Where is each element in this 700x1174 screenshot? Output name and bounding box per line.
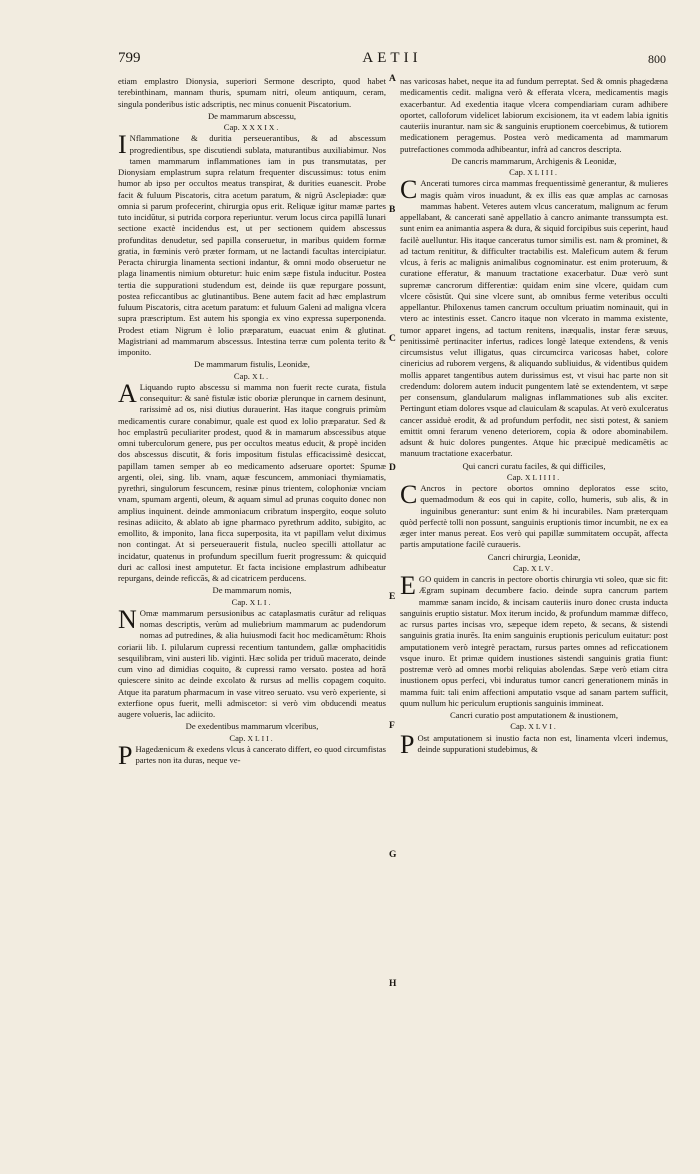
paragraph (400, 571, 668, 709)
chapter-numeral: XLII. (247, 733, 275, 743)
paragraph (400, 175, 669, 459)
right-column (400, 76, 669, 759)
page-number-left: 799 (118, 50, 141, 66)
drop-cap: E (400, 571, 416, 600)
paragraph-text: Ancerati tumores circa mammas frequentissimè generantur, & mulieres magis quàm viros inuadunt, & ex illis eas quæ amplas ac carnosas mammas habent. Veteres autem vlcus canceratum, malignum ac ferum appellabant, & cancerati sanè appellatio à cancro animante transsumpta est. sunt enim ea animantia aspera & dura, & siquid forcipibus suis ceperint, haud facilè auelluntur. His itaque canceratus tumor similis est. nam & prominet, & ad tactum renititur, & difficulter tractabilis est. Maleficum autem & ferum vlcus, à feris ac malignis animalibus cognominatur. est enim proteruum, & curatione efferatur, & manuum tractatione exacerbatur. Duæ verò sunt supremæ cancrorum differentiæ: quidam enim sine vlcere, quidam cum vlcere cōsistūt. Qui sine vlcere sunt, ab omnibus ferme veteribus occulti appellantur. Philoxenus tamen cancrum occultum priuatim nominauit, qui in vtero ac intestinis esset. Cancro itaque non vlcerato in mamma existente, tumor apparet ingens, ad tactum renitens, inæqualis, instar feræ sæuus, penitissimè pertinaciter infertus, radices longè lateque extendens, & venis circumsistus velut illigatus, quas circumcirca varicosas habet, colore cinericius ad ruborem vergens, & aliquando subliuidus, & videntibus quidem mollis apparet tangentibus autem durissimus est, vt visui hac parte non sit credendum: dolorem autem inducit pungentem latè se extendentem, vt sæpe per consensum, glandularum malignas inflammationes sub alis exciter. Pertingunt etiam dolores vsque ad clauiculam & scapulas. At verò exulceratus cancer assiduè erodit, & ad profundum perfodit, nec sisti potest, & saniem emittit omni ferarum veneno deteriorem, copia & odore abominabilem. adsunt & huic dolores pungentes. Atque hic præcipuè medicamētis ac manuum tractatione exacerbatur. (400, 178, 669, 459)
chapter-heading: De cancris mammarum, Archigenis & Leonidæ, (451, 155, 617, 166)
chapter-number (400, 472, 668, 483)
chapter-heading: De mammarum nomis, (212, 585, 292, 596)
chapter-heading: De mammarum abscessu, (207, 110, 297, 121)
chapter-numeral: XLV. (531, 563, 555, 573)
drop-cap: P (400, 729, 415, 759)
chapter-number (400, 721, 668, 732)
drop-cap: C (400, 175, 418, 205)
chapter-number (400, 167, 668, 178)
drop-cap: I (118, 130, 127, 160)
chapter-numeral: XL. (252, 371, 271, 381)
chapter-label: Cap. (509, 167, 526, 177)
margin-letter-h: H (389, 979, 397, 989)
chapter-heading: De mammarum fistulis, Leonidæ, (194, 359, 310, 370)
chapter-numeral: XLIII. (527, 168, 559, 177)
chapter-heading: Qui cancri curatu faciles, & qui difficiles, (462, 460, 606, 471)
running-header (118, 50, 666, 74)
chapter-heading: Cancri chirurgia, Leonidæ, (487, 551, 581, 562)
chapter-numeral: XLVI. (528, 722, 558, 732)
margin-letter-a: A (389, 74, 396, 84)
margin-letter-f: F (389, 721, 395, 731)
chapter-heading: De exedentibus mammarum vlceribus, (185, 721, 319, 732)
drop-cap: N (118, 604, 137, 634)
paragraph (400, 76, 668, 155)
margin-letter-d: D (389, 463, 396, 473)
chapter-label: Cap. (231, 596, 248, 607)
left-column (118, 76, 386, 770)
running-title: AETII (362, 50, 422, 66)
drop-cap: P (118, 740, 133, 770)
chapter-number (118, 733, 386, 744)
margin-letter-c: C (389, 334, 396, 344)
page-number-right: 800 (648, 52, 666, 66)
paragraph (118, 378, 386, 585)
chapter-number (118, 597, 386, 608)
chapter-label: Cap. (223, 122, 240, 132)
paragraph-text: nas varicosas habet, neque ita ad fundum perreptat. Sed & omnis phagedæna medicamentis cedit. maligna verò & efferata vlcera, medicamentis magis exacerbantur. Ad exedentia itaque vlcera compendiariam curam adhibere oportet, calloforum videlicet labiorum excisionem, ita vt eadem labia ignitis cauteriis inurantur. nam sic & sanguinis eruptionem coercebimus, & tutiorem medicationem peragemus. Postea verò medicamenta ad mammarum putrefactiones commoda adhibeantur, infrà ad cancros descripta. (400, 76, 668, 154)
chapter-heading: Cancri curatio post amputationem & inustionem, (449, 710, 619, 720)
chapter-numeral: XLI. (249, 597, 273, 607)
chapter-number (118, 371, 386, 382)
chapter-number (118, 122, 386, 133)
paragraph-text: GO quidem in cancris in pectore obortis chirurgia vti soleo, quæ sic fit: Ægram supinam decumbere facio. deinde supra cancrum partem mammæ sanam incido, & incisam cauteriis inuro donec crusta inducta sanguinis eruptio sistatur. Mox iterum incido, & profundum mammæ diffeco, ac rursus partes incisas vro, sæpeque idem repeto, & secans, & sistendi sanguinis gratia inurēs. Ita enim sanguinis eruptionis periculum euitatur: post amputationem verò integrè peractam, rursus partes omnes ad reficcationem vsque inuro. Et primæ quidem inustiones sistendi sanguinis gratia fiunt: postremæ verò ad omnes morbi reliquias abolendas. Sæpe verò etiam citra inustionem opus perfeci, vbi induratus tumor cancri generationem minās in mamma fuit: tali enim affectioni amputatio vsque ad sanam partem sufficit, quum nullum hic periculum eruptionis sanguinis immineat. (400, 574, 668, 708)
drop-cap: C (400, 480, 418, 509)
chapter-label: Cap. (233, 370, 250, 381)
margin-letter-b: B (389, 205, 396, 215)
chapter-numeral: XLIIII. (525, 472, 562, 482)
paragraph-text: Liquando rupto abscessu si mamma non fuerit recte curata, fistula consequitur: & sanè fistulæ istic oboriæ plerunque in carnem desinunt, rarissimè ad os, nisi diutius durauerint. Has itaque congruis primùm medicamentis curare conabimur, quale est quod ex lolio præparatur. Sed & hoc emplastrū peculiariter prodest, quod & in mamarum abscessibus atque omni tuberculorum genere, pus per occultos meatus educit, & propè inciden dos abscessus discutit, & foris impositum fistulas efficacissimè desiccat, papillam tamen semper ab eo medicamento adseruare oportet: Spumæ argenti, olei, sing. lib. vnam, aquæ fescuncem, ammoniaci thymiamatis, pyrethri, singulorum fescuncem, resinæ pinus trientem, colophoniæ vnciam vnam, spumam argenti, oleum, & aquam simul ad prunas coquito donec non amplius inquinent. deinde ammoniacum cribratum inspergito, eoque soluto resinas adiicito, & ablato ab igne pharmaco pyrethrum addito, subigito, ac emollito, & imponito, lana ficca superposita, ita vt papillam velut diximus non contingat. At si perseuerauerit fistula, nucleo specilli attollatur ac incidatur, quatenus in profundum specillum fuerit progressum: & quicquid duri ac callosi inest amputetur. Et facta incisione emplastrum adhibeatur repurgans, deinde reficcās, & ad cicatricem perducens. (118, 381, 386, 583)
paragraph-text: Omæ mammarum persusionibus ac cataplasmatis curātur ad reliquas nomas descriptis, verùm ad muliebrium mammarum ac pudendorum nomas ad putredines, & alia huiusmodi facit hoc medicamētum: Rhois coriarii lib. I. pilularum cupressi recentium tantundem, gallæ omphacitidis sesquilibram, vini austeri lib. viginti. Hæc solida per triduū macerato, deinde cum vino ad dimidias coquito, & cupressi ramo versato. postea ad horā quiescere sinito ac deinde excolato & rursus ad mellis copagem coquito. Atque ita paratum pharmacum in vase vitreo seruato. vsu verò experiente, si exterfione opus fuerit, melli admiscetor: si verò vim obducendi meatus augere volueris, lac adiicito. (118, 607, 386, 719)
drop-cap: A (118, 378, 137, 408)
paragraph-text: Ost amputationem si inustio facta non est, linamenta vlceri indemus, deinde suppurationi studebimus, & (417, 732, 668, 754)
margin-letter-e: E (389, 592, 396, 602)
paragraph (400, 729, 668, 759)
chapter-label: Cap. (506, 471, 523, 482)
paragraph (118, 130, 386, 358)
chapter-number (400, 563, 668, 574)
paragraph (118, 604, 386, 721)
chapter-label: Cap. (229, 732, 246, 743)
margin-letter-g: G (389, 850, 397, 860)
paragraph (118, 76, 386, 110)
paragraph-text: etiam emplastro Dionysia, superiori Sermone descripto, quod habet terebinthinam, mannam thuris, spumam nitri, oleum antiquum, ceram, singula ponderibus istic adscriptis, nec minus conuenit Piscatorium. (118, 76, 386, 109)
paragraph-text: Hagedænicum & exedens vlcus à cancerato differt, eo quod circumfistas partes non ita duras, neque ve- (135, 743, 386, 765)
chapter-numeral: XXXIX. (241, 123, 281, 132)
paragraph-text: Ancros in pectore obortos omnino deploratos esse scito, quemadmodum & eos qui in capite, collo, humeris, sub alis, & in inguinibus generantur: sunt enim & hi incurabiles. Nam præterquam quòd perfectè tolli non possunt, sanguinis eruptionis timor incumbit, ne ex ea æger inter manus pereat. Eos verò qui papillæ summitatem occupāt, affecta partis amputatione facilè curaueris. (400, 483, 668, 550)
paragraph (118, 740, 386, 770)
paragraph (400, 480, 668, 551)
paragraph-text: Nflammatione & duritia perseuerantibus, & ad abscessum progredientibus, spe discutiendi sublata, maturantibus auxiliabimur. Nos tamen mammarum inflammationes iam in pus transmutatas, per Dionysiam emplastrum supra relatum frequenter discussimus: totus enim humor ab ipso per occultos meatus transpirat, & durities euanescit. Probe facit & fuluum Piscatoris, citra acetum paratum, & nigrū Asclepiadæ: quæ omnia si parum profecerint, chirurgia opus erit. Reliquæ igitur mamæ partes tuto incidūtur, si putrida corpora reperiuntur. verum locus circa papillā lunari sectione exactè incidendus est, ut per sectionem quidem abscessus profunditas denudetur, sed papilla conseruetur, in maribus quidem formæ gratia, in fœminis verò præter formam, ut ne lactandi facultas intercipiatur. Peracta chirurgia linamenta sectioni indantur, & omni modo obseruetur ne plaga linamentis nimium obturetur: huic enim sæpe fistula inducitur. Postea tertia die suppurationi studendum est, deinde iis quæ repurgare possunt, postea reficcantibus ac glutinantibus. Bene autem facit ad hæc emplastrum fuluum Piscatoris, citra acetum paratum: et fuluum Galeni ad maligna vlcera supra præscriptum. Est autem his spongia ex vino expressa superponenda. Prodest etiam Nigrum è lolio præparatum, euacuat enim & glutinat. Magistriani ad mammarum abscessus. Intestina terræ cum polenta terito & imponito. (118, 133, 386, 357)
chapter-label: Cap. (513, 562, 529, 573)
chapter-label: Cap. (510, 721, 527, 732)
